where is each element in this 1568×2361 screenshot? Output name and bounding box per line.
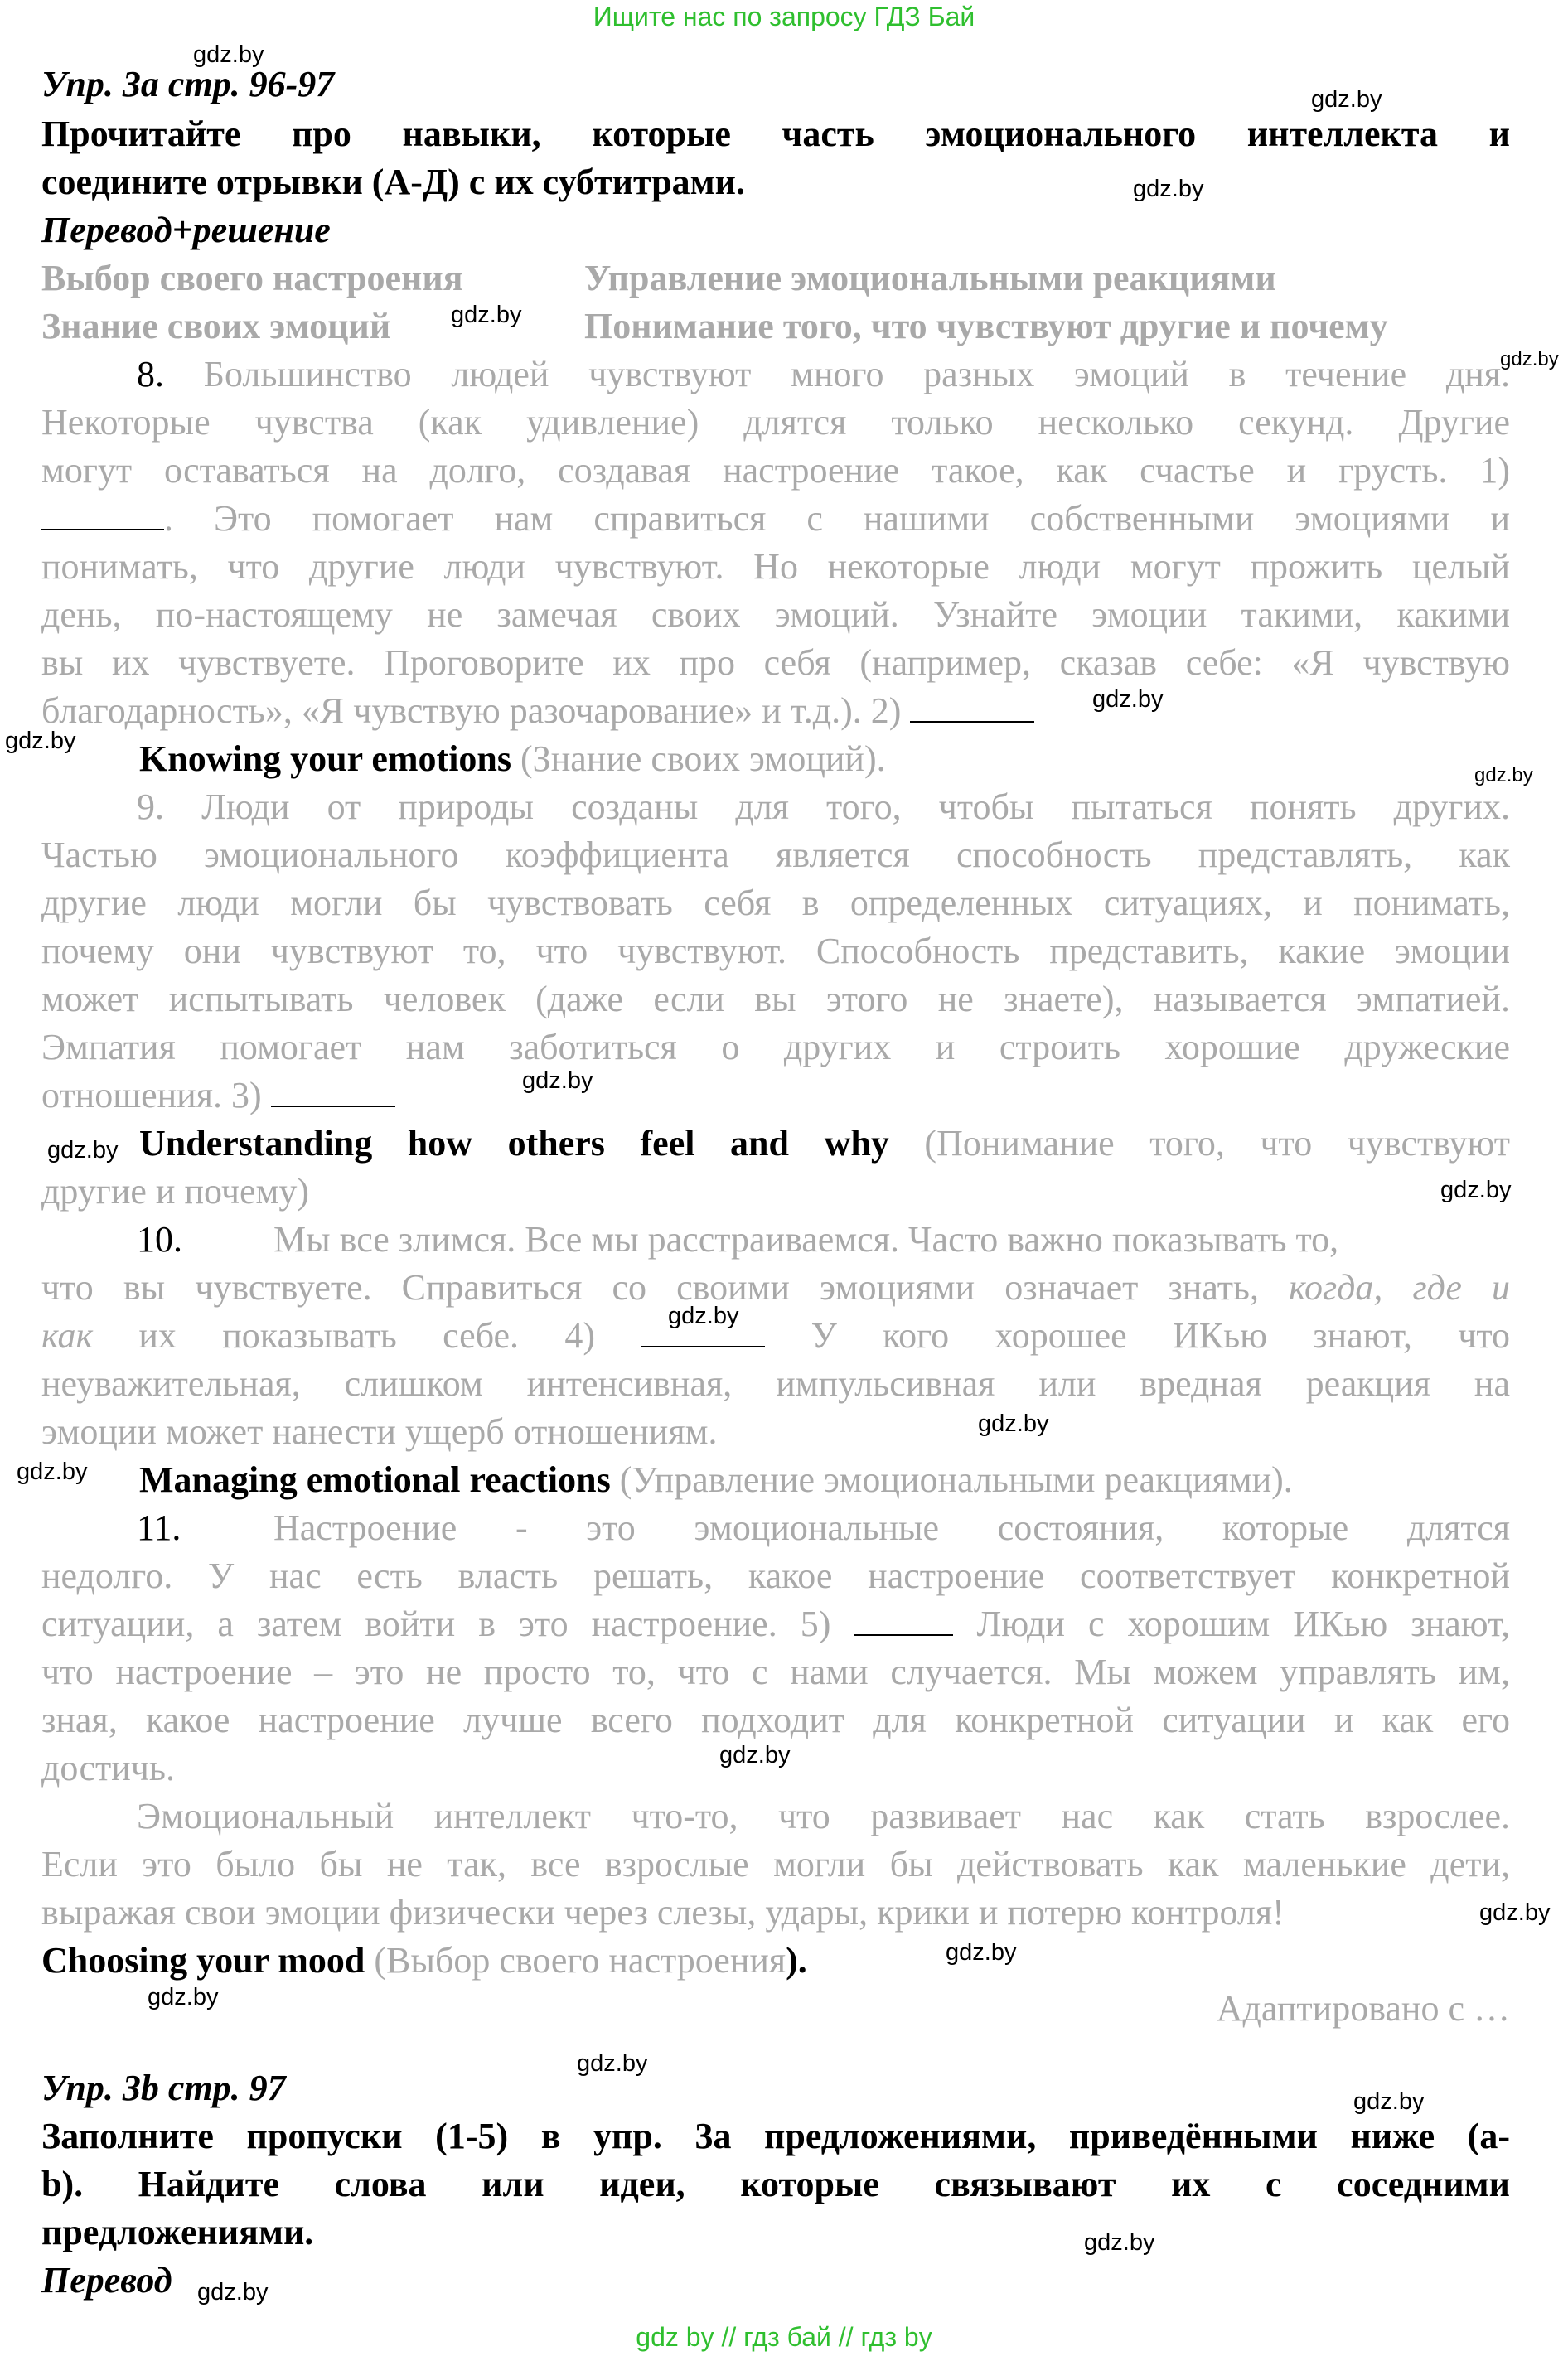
p9-answer-line-2: другие и почему) xyxy=(41,1171,310,1212)
p11-line-4: что настроение – это не просто то, что с нами случается. Мы можем управлять им, xyxy=(41,1652,1510,1692)
p9-line-6: Эмпатия помогает нам заботиться о других и строить хорошие дружеские xyxy=(41,1027,1510,1067)
watermark: gdz.by xyxy=(197,2279,269,2305)
watermark: gdz.by xyxy=(148,1984,219,2010)
option-understanding-others: Понимание того, что чувствуют другие и почему xyxy=(584,306,1388,346)
closing-line-3: выражая свои эмоции физически через слезы, удары, крики и потерю контроля! xyxy=(41,1892,1285,1933)
closing-answer-ru: (Выбор своего настроения xyxy=(374,1940,786,1981)
watermark: gdz.by xyxy=(577,2050,648,2077)
watermark: gdz.by xyxy=(668,1303,739,1329)
watermark: gdz.by xyxy=(1440,1177,1512,1203)
p10-line-1 xyxy=(41,1217,1510,1263)
watermark: gdz.by xyxy=(946,1939,1017,1966)
watermark: gdz.by xyxy=(1133,176,1204,202)
p8-answer-en: Knowing your emotions xyxy=(139,738,512,779)
p11-text-3b: Люди с хорошим ИКью знают, xyxy=(976,1604,1511,1644)
p9-answer-en: Understanding how others feel and why xyxy=(139,1123,889,1164)
watermark: gdz.by xyxy=(1500,348,1559,370)
closing-answer-end: ). xyxy=(786,1940,807,1981)
blank-1 xyxy=(41,499,164,530)
watermark: gdz.by xyxy=(719,1742,791,1768)
p8-line-7: вы их чувствуете. Проговорите их про себя (например, сказав себе: «Я чувствую xyxy=(41,642,1510,683)
ex3a-task-line-2: соедините отрывки (А-Д) с их субтитрами. xyxy=(41,162,745,202)
p9-answer xyxy=(41,1120,1510,1167)
p10-text-3c: У кого хорошее ИКью знают, что xyxy=(811,1315,1511,1356)
p8-answer-ru: (Знание своих эмоций). xyxy=(520,738,886,779)
p8-line-8 xyxy=(41,688,1510,734)
ex3a-heading: Упр. 3a стр. 96-97 xyxy=(41,64,335,104)
options-row-2 xyxy=(41,303,1510,350)
p10-line-5: эмоции может нанести ущерб отношениям. xyxy=(41,1411,718,1452)
p10-text-2a: что вы чувствуете. Справиться со своими эмоциями означает знать, xyxy=(41,1267,1259,1308)
p9-text-7: отношения. 3) xyxy=(41,1075,262,1115)
search-banner[interactable]: Ищите нас по запросу ГДЗ Бай xyxy=(593,2,975,31)
p8-text-4: . Это помогает нам справиться с нашими собственными эмоциями и xyxy=(164,498,1510,539)
options-row-1 xyxy=(41,255,1510,302)
watermark: gdz.by xyxy=(1353,2088,1425,2115)
p11-line-6: достичь. xyxy=(41,1748,175,1788)
ex3b-subheading: Перевод xyxy=(41,2260,172,2301)
p8-line-4 xyxy=(41,496,1510,542)
watermark: gdz.by xyxy=(17,1459,88,1485)
p10-text-3b: их показывать себе. 4) xyxy=(138,1315,595,1356)
p8-answer xyxy=(41,736,1568,782)
blank-5 xyxy=(854,1604,953,1636)
p8-line-6: день, по-настоящему не замечая своих эмоций. Узнайте эмоции такими, какими xyxy=(41,594,1510,635)
p10-text-1: Мы все злимся. Все мы расстраиваемся. Часто важно показывать то, xyxy=(273,1219,1339,1260)
p8-number: 8. xyxy=(137,354,164,394)
closing-line-1: Эмоциональный интеллект что-то, что развивает нас как стать взрослее. xyxy=(137,1796,1510,1836)
blank-2 xyxy=(910,691,1034,723)
p11-line-5: зная, какое настроение лучше всего подходит для конкретной ситуации и как его xyxy=(41,1700,1510,1740)
ex3b-heading: Упр. 3b стр. 97 xyxy=(41,2068,286,2108)
p11-text-3a: ситуации, а затем войти в это настроение. 5) xyxy=(41,1604,831,1644)
p10-answer-en: Managing emotional reactions xyxy=(139,1459,611,1500)
watermark: gdz.by xyxy=(978,1410,1049,1437)
p10-answer xyxy=(41,1457,1568,1503)
p9-text-1: Люди от природы созданы для того, чтобы пытаться понять других. xyxy=(201,786,1510,827)
p8-text-8: благодарность», «Я чувствую разочарование» и т.д.). 2) xyxy=(41,690,902,731)
ex3b-task-line-1: Заполните пропуски (1-5) в упр. 3a предложениями, приведёнными ниже (a- xyxy=(41,2116,1510,2156)
option-managing-reactions: Управление эмоциональными реакциями xyxy=(584,258,1276,298)
source-line: Адаптировано с … xyxy=(1216,1988,1510,2029)
watermark: gdz.by xyxy=(1311,86,1382,113)
closing-answer-en: Choosing your mood xyxy=(41,1940,365,1981)
watermark: gdz.by xyxy=(1479,1899,1551,1926)
ex3a-task-line-1: Прочитайте про навыки, которые часть эмоционального интеллекта и xyxy=(41,114,1510,154)
p11-line-2: недолго. У нас есть власть решать, какое настроение соответствует конкретной xyxy=(41,1555,1510,1596)
footer-links[interactable]: gdz by // гдз бай // гдз by xyxy=(636,2322,932,2352)
p11-number: 11. xyxy=(137,1507,181,1548)
blank-3 xyxy=(271,1076,395,1107)
p10-line-4: неуважительная, слишком интенсивная, импульсивная или вредная реакция на xyxy=(41,1363,1510,1404)
option-knowing-emotions: Знание своих эмоций xyxy=(41,306,391,346)
p11-line-3 xyxy=(41,1601,1510,1647)
p8-line-2: Некоторые чувства (как удивление) длятся только несколько секунд. Другие xyxy=(41,402,1510,443)
p9-line-3: другие люди могли бы чувствовать себя в определенных ситуациях, и понимать, xyxy=(41,883,1510,923)
watermark: gdz.by xyxy=(1084,2229,1155,2256)
p9-line-4: почему они чувствуют то, что чувствуют. Способность представить, какие эмоции xyxy=(41,931,1510,971)
p8-line-3: могут оставаться на долго, создавая настроение такое, как счастье и грусть. 1) xyxy=(41,450,1510,491)
p10-text-3a: как xyxy=(41,1315,94,1356)
watermark: gdz.by xyxy=(47,1137,119,1164)
p9-number: 9. xyxy=(137,786,164,827)
p9-line-2: Частью эмоционального коэффициента является способность представлять, как xyxy=(41,835,1510,875)
p9-line-7 xyxy=(41,1072,1510,1119)
option-choosing-mood: Выбор своего настроения xyxy=(41,258,463,298)
ex3a-subheading: Перевод+решение xyxy=(41,210,331,250)
p11-line-1 xyxy=(41,1505,1510,1551)
closing-line-2: Если это было бы не так, все взрослые могли бы действовать как маленькие дети, xyxy=(41,1844,1510,1884)
p9-line-5: может испытывать человек (даже если вы этого не знаете), называется эмпатией. xyxy=(41,979,1510,1019)
p8-text-1: Большинство людей чувствуют много разных эмоций в течение дня. xyxy=(203,354,1510,394)
p10-text-2b: когда, где и xyxy=(1289,1267,1510,1308)
closing-answer xyxy=(41,1938,1510,1984)
ex3b-task-line-2: b). Найдите слова или идеи, которые связывают их с соседними xyxy=(41,2164,1510,2204)
p9-line-1 xyxy=(41,784,1510,830)
p10-answer-ru: (Управление эмоциональными реакциями). xyxy=(619,1459,1293,1500)
p8-line-1 xyxy=(41,351,1510,398)
p10-line-3 xyxy=(41,1313,1510,1359)
p9-answer-ru-1: (Понимание того, что чувствуют xyxy=(924,1123,1510,1164)
watermark: gdz.by xyxy=(1474,764,1533,786)
watermark: gdz.by xyxy=(1092,686,1164,713)
watermark: gdz.by xyxy=(451,302,522,328)
p10-number: 10. xyxy=(137,1219,182,1260)
p10-line-2 xyxy=(41,1265,1510,1311)
watermark: gdz.by xyxy=(522,1067,593,1094)
p8-line-5: понимать, что другие люди чувствуют. Но некоторые люди могут прожить целый xyxy=(41,546,1510,587)
watermark: gdz.by xyxy=(193,41,264,68)
watermark: gdz.by xyxy=(5,728,76,754)
ex3b-task-line-3: предложениями. xyxy=(41,2212,314,2252)
p11-text-1: Настроение - это эмоциональные состояния, которые длятся xyxy=(273,1507,1510,1548)
